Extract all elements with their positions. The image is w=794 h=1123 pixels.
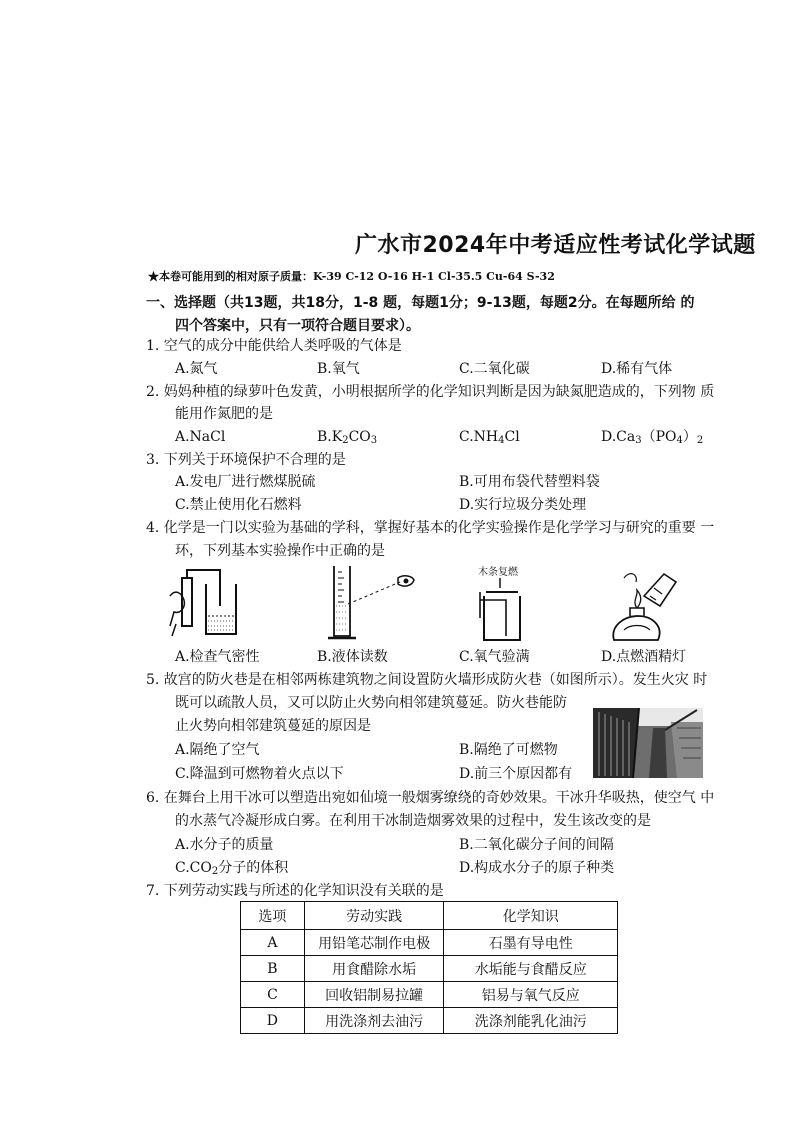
q3-option-c: C.禁止使用化石燃料: [175, 497, 302, 513]
q1-option-b: B.氧气: [317, 361, 360, 377]
q4-option-d: D.点燃酒精灯: [601, 649, 687, 665]
table-cell: B: [241, 956, 305, 982]
table-cell: A: [241, 930, 305, 956]
table-header-cell: 化学知识: [444, 902, 618, 930]
q5-option-c: C.降温到可燃物着火点以下: [175, 766, 344, 782]
q5-option-d: D.前三个原因都有: [459, 766, 573, 782]
q3-option-b: B.可用布袋代替塑料袋: [459, 474, 600, 490]
oxygen-test-figure: [470, 578, 530, 646]
table-cell: 铝易与氧气反应: [444, 982, 618, 1008]
airtightness-check-figure: [168, 566, 253, 644]
q5-stem-line3: 止火势向相邻建筑蔓延的原因是: [175, 718, 371, 734]
q1-stem: 1. 空气的成分中能供给人类呼吸的气体是: [146, 338, 402, 354]
q5-option-a: A.隔绝了空气: [175, 742, 260, 758]
table-cell: 石墨有导电性: [444, 930, 618, 956]
fire-alley-photo: [593, 708, 703, 778]
q7-stem: 7. 下列劳动实践与所述的化学知识没有关联的是: [146, 883, 444, 899]
q5-stem-line2: 既可以疏散人员，又可以防止火势向相邻建筑蔓延。防火巷能防: [175, 695, 567, 711]
table-cell: C: [241, 982, 305, 1008]
q3-option-d: D.实行垃圾分类处理: [459, 497, 587, 513]
section-heading-line2: 四个答案中，只有一项符合题目要求）。: [175, 318, 420, 334]
table-cell: 用食醋除水垢: [304, 956, 444, 982]
q4-stem-line2: 环，下列基本实验操作中正确的是: [175, 543, 385, 559]
q3-option-a: A.发电厂进行燃煤脱硫: [175, 474, 316, 490]
table-cell: D: [241, 1008, 305, 1034]
q6-option-b: B.二氧化碳分子间的间隔: [459, 837, 614, 853]
q2-stem-line2: 能用作氮肥的是: [175, 406, 273, 422]
table-row: [241, 1008, 618, 1034]
q1-option-c: C.二氧化碳: [459, 361, 530, 377]
liquid-reading-figure: [322, 562, 422, 644]
q4-option-b: B.液体读数: [317, 649, 388, 665]
q6-option-d: D.构成水分子的原子种类: [459, 860, 615, 876]
table-cell: 洗涤剂能乳化油污: [444, 1008, 618, 1034]
q2-option-b: $B.K_2CO_3$: [317, 429, 378, 446]
page-title: 广水市2024年中考适应性考试化学试题: [355, 233, 756, 258]
table-row: [241, 982, 618, 1008]
q5-stem-line1: 5. 故宫的防火巷是在相邻两栋建筑物之间设置防火墙形成防火巷（如图所示）。发生火灾 时: [146, 672, 708, 688]
table-cell: 水垢能与食醋反应: [444, 956, 618, 982]
alcohol-lamp-figure: [604, 566, 682, 646]
q4-option-a: A.检查气密性: [175, 649, 260, 665]
section-heading-line1: 一、选择题（共13题，共18分，1-8 题，每题1分；9-13题，每题2分。在每题所给 的: [146, 295, 695, 311]
table-cell: 回收铝制易拉罐: [304, 982, 444, 1008]
q4-figure-label: 木条复燃: [478, 567, 518, 578]
q1-option-a: A.氮气: [175, 361, 218, 377]
table-header-cell: 选项: [241, 902, 305, 930]
q4-option-c: C.氧气验满: [459, 649, 530, 665]
q6-stem-line1: 6. 在舞台上用干冰可以塑造出宛如仙境一般烟雾缭绕的奇妙效果。干冰升华吸热，使空气 中: [146, 790, 715, 806]
q1-option-d: D.稀有气体: [601, 361, 673, 377]
table-row: [241, 956, 618, 982]
q2-option-a: A.NaCl: [175, 429, 226, 445]
q2-option-d: $D.Ca_3(PO_4)_2$: [601, 429, 704, 446]
table-header-row: [241, 902, 618, 930]
q6-stem-line2: 的水蒸气冷凝形成白雾。在利用干冰制造烟雾效果的过程中，发生该改变的是: [175, 813, 651, 829]
q6-option-c: $C.CO_2$分子的体积: [175, 860, 289, 877]
q2-stem-line1: 2. 妈妈种植的绿萝叶色发黄，小明根据所学的化学知识判断是因为缺氮肥造成的，下列物 质: [146, 384, 715, 400]
atomic-mass-note: ★本卷可能用到的相对原子质量：K-39 C-12 O-16 H-1 Cl-35.5 Cu-64 S-32: [148, 270, 555, 283]
q4-stem-line1: 4. 化学是一门以实验为基础的学科，掌握好基本的化学实验操作是化学学习与研究的重要 一: [146, 520, 715, 536]
q3-stem: 3. 下列关于环境保护不合理的是: [146, 452, 346, 468]
q6-option-a: A.水分子的质量: [175, 837, 274, 853]
table-cell: 用铅笔芯制作电极: [304, 930, 444, 956]
table-cell: 用洗涤剂去油污: [304, 1008, 444, 1034]
q7-table: [240, 901, 618, 1034]
table-row: [241, 930, 618, 956]
table-header-cell: 劳动实践: [304, 902, 444, 930]
q5-option-b: B.隔绝了可燃物: [459, 742, 558, 758]
q2-option-c: $C.NH_4Cl$: [459, 429, 520, 446]
